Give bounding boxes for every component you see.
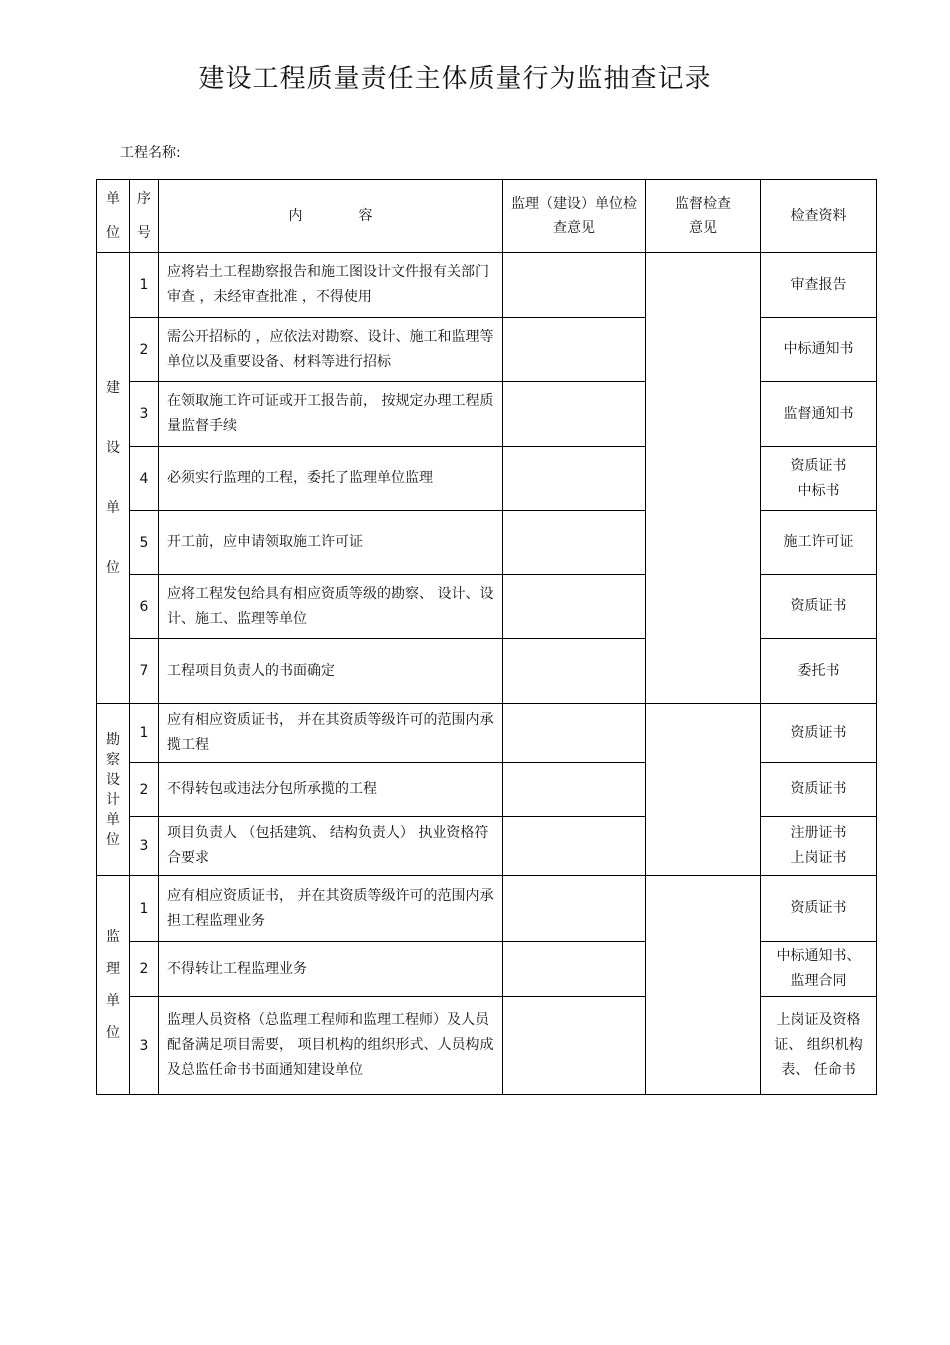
header-docs: 检查资料 [761, 180, 877, 253]
supervision-opinion-cell[interactable] [503, 817, 646, 876]
unit-cell: 建设单位 [97, 253, 130, 704]
content-cell: 工程项目负责人的书面确定 [159, 639, 503, 704]
content-cell: 应将岩土工程勘察报告和施工图设计文件报有关部门审查 ，未经审查批准 ，不得使用 [159, 253, 503, 318]
seq-cell: 3 [130, 997, 159, 1095]
seq-cell: 2 [130, 942, 159, 997]
docs-cell: 上岗证及资格证、 组织机构表、 任命书 [761, 997, 877, 1095]
supervision-opinion-cell[interactable] [503, 382, 646, 447]
supervision-opinion-cell[interactable] [503, 876, 646, 942]
supervision-opinion-cell[interactable] [503, 763, 646, 817]
docs-cell: 资质证书 [761, 763, 877, 817]
page-title: 建设工程质量责任主体质量行为监抽查记录 [198, 64, 712, 94]
docs-cell: 审查报告 [761, 253, 877, 318]
seq-cell: 7 [130, 639, 159, 704]
content-cell: 开工前，应申请领取施工许可证 [159, 511, 503, 575]
content-cell: 应将工程发包给具有相应资质等级的勘察、 设计、设计、施工、监理等单位 [159, 575, 503, 639]
unit-cell: 勘察设计单位 [97, 704, 130, 876]
supervision-opinion-cell[interactable] [503, 639, 646, 704]
seq-cell: 2 [130, 318, 159, 382]
seq-cell: 1 [130, 876, 159, 942]
supervision-opinion-cell[interactable] [503, 942, 646, 997]
project-name-label: 工程名称: [120, 145, 181, 161]
header-supervision-opinion: 监理（建设）单位检查意见 [503, 180, 646, 253]
supervision-opinion-cell[interactable] [503, 318, 646, 382]
header-oversight-opinion: 监督检查意见 [646, 180, 761, 253]
docs-cell: 委托书 [761, 639, 877, 704]
oversight-opinion-cell[interactable] [646, 876, 761, 1095]
content-cell: 监理人员资格（总监理工程师和监理工程师）及人员配备满足项目需要， 项目机构的组织形式、人员构成及总监任命书书面通知建设单位 [159, 997, 503, 1095]
docs-cell: 资质证书 [761, 876, 877, 942]
oversight-opinion-cell[interactable] [646, 253, 761, 704]
seq-cell: 6 [130, 575, 159, 639]
docs-cell: 施工许可证 [761, 511, 877, 575]
supervision-opinion-cell[interactable] [503, 447, 646, 511]
table-row [97, 704, 877, 763]
docs-cell: 资质证书 [761, 575, 877, 639]
docs-cell: 中标通知书、 监理合同 [761, 942, 877, 997]
seq-cell: 1 [130, 704, 159, 763]
content-cell: 不得转包或违法分包所承揽的工程 [159, 763, 503, 817]
unit-cell: 监理单位 [97, 876, 130, 1095]
oversight-opinion-cell[interactable] [646, 704, 761, 876]
content-cell: 不得转让工程监理业务 [159, 942, 503, 997]
table-header-row [97, 180, 877, 253]
content-cell: 在领取施工许可证或开工报告前， 按规定办理工程质量监督手续 [159, 382, 503, 447]
docs-cell: 监督通知书 [761, 382, 877, 447]
supervision-opinion-cell[interactable] [503, 575, 646, 639]
docs-cell: 资质证书 [761, 704, 877, 763]
supervision-opinion-cell[interactable] [503, 511, 646, 575]
seq-cell: 4 [130, 447, 159, 511]
seq-cell: 3 [130, 817, 159, 876]
supervision-opinion-cell[interactable] [503, 704, 646, 763]
docs-cell: 中标通知书 [761, 318, 877, 382]
docs-cell: 注册证书 上岗证书 [761, 817, 877, 876]
seq-cell: 2 [130, 763, 159, 817]
content-cell: 必须实行监理的工程，委托了监理单位监理 [159, 447, 503, 511]
content-cell: 应有相应资质证书， 并在其资质等级许可的范围内承担工程监理业务 [159, 876, 503, 942]
seq-cell: 5 [130, 511, 159, 575]
header-unit: 单位 [97, 180, 130, 253]
header-content: 内 容 [159, 180, 503, 253]
inspection-table [96, 179, 877, 1095]
table-row [97, 253, 877, 318]
content-cell: 需公开招标的 ，应依法对勘察、设计、施工和监理等单位以及重要设备、材料等进行招标 [159, 318, 503, 382]
docs-cell: 资质证书 中标书 [761, 447, 877, 511]
supervision-opinion-cell[interactable] [503, 253, 646, 318]
seq-cell: 1 [130, 253, 159, 318]
seq-cell: 3 [130, 382, 159, 447]
content-cell: 应有相应资质证书， 并在其资质等级许可的范围内承揽工程 [159, 704, 503, 763]
header-seq: 序号 [130, 180, 159, 253]
content-cell: 项目负责人 （包括建筑、 结构负责人） 执业资格符合要求 [159, 817, 503, 876]
supervision-opinion-cell[interactable] [503, 997, 646, 1095]
table-row [97, 876, 877, 942]
